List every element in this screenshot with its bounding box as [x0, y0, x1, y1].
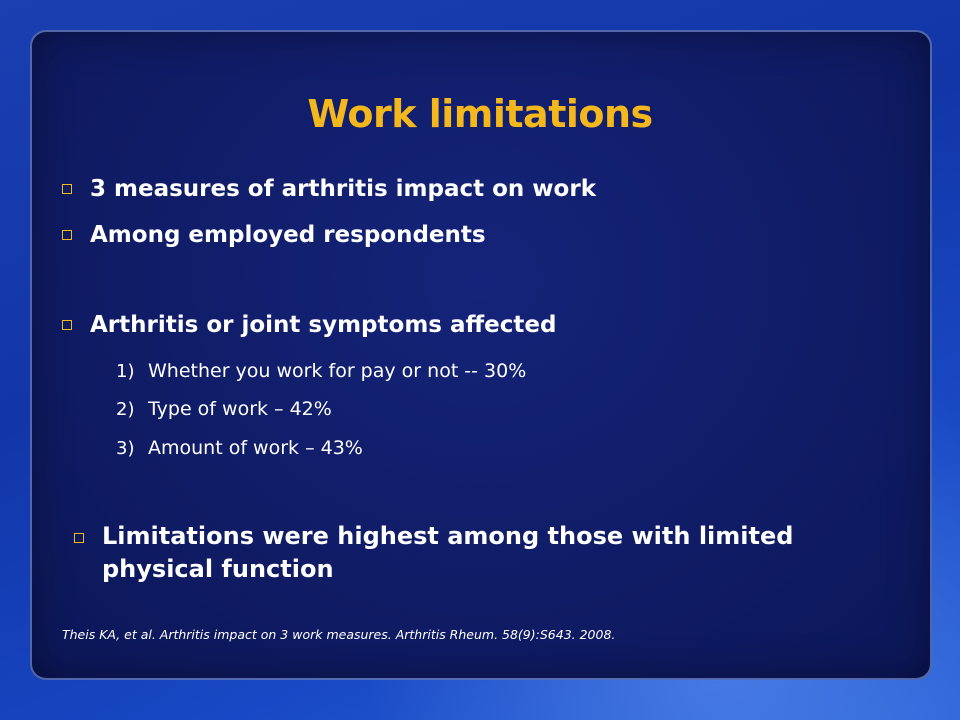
numbered-item — [116, 360, 526, 382]
item-number: 3) — [116, 438, 135, 459]
square-bullet-icon — [62, 230, 72, 240]
square-bullet-icon — [62, 184, 72, 194]
citation: Theis KA, et al. Arthritis impact on 3 work measures. Arthritis Rheum. 58(9):S643. 2008. — [62, 627, 616, 642]
bullet-item — [62, 312, 556, 338]
bullet-text: Limitations were highest among those with limited physical function — [102, 522, 794, 583]
numbered-item — [116, 398, 332, 420]
bullet-text: Among employed respondents — [90, 222, 486, 248]
bullet-item — [62, 222, 486, 248]
bullet-text: 3 measures of arthritis impact on work — [90, 176, 596, 202]
bullet-item-final — [74, 520, 894, 586]
item-number: 2) — [116, 399, 135, 420]
numbered-item — [116, 437, 363, 459]
slide-title: Work limitations — [307, 92, 653, 136]
bullet-item — [62, 176, 596, 202]
square-bullet-icon — [62, 320, 72, 330]
item-text: Type of work – 42% — [148, 398, 332, 420]
item-text: Amount of work – 43% — [148, 437, 363, 459]
item-number: 1) — [116, 361, 135, 382]
bullet-text: Arthritis or joint symptoms affected — [90, 312, 557, 338]
square-bullet-icon — [74, 533, 84, 543]
item-text: Whether you work for pay or not -- 30% — [148, 360, 527, 382]
